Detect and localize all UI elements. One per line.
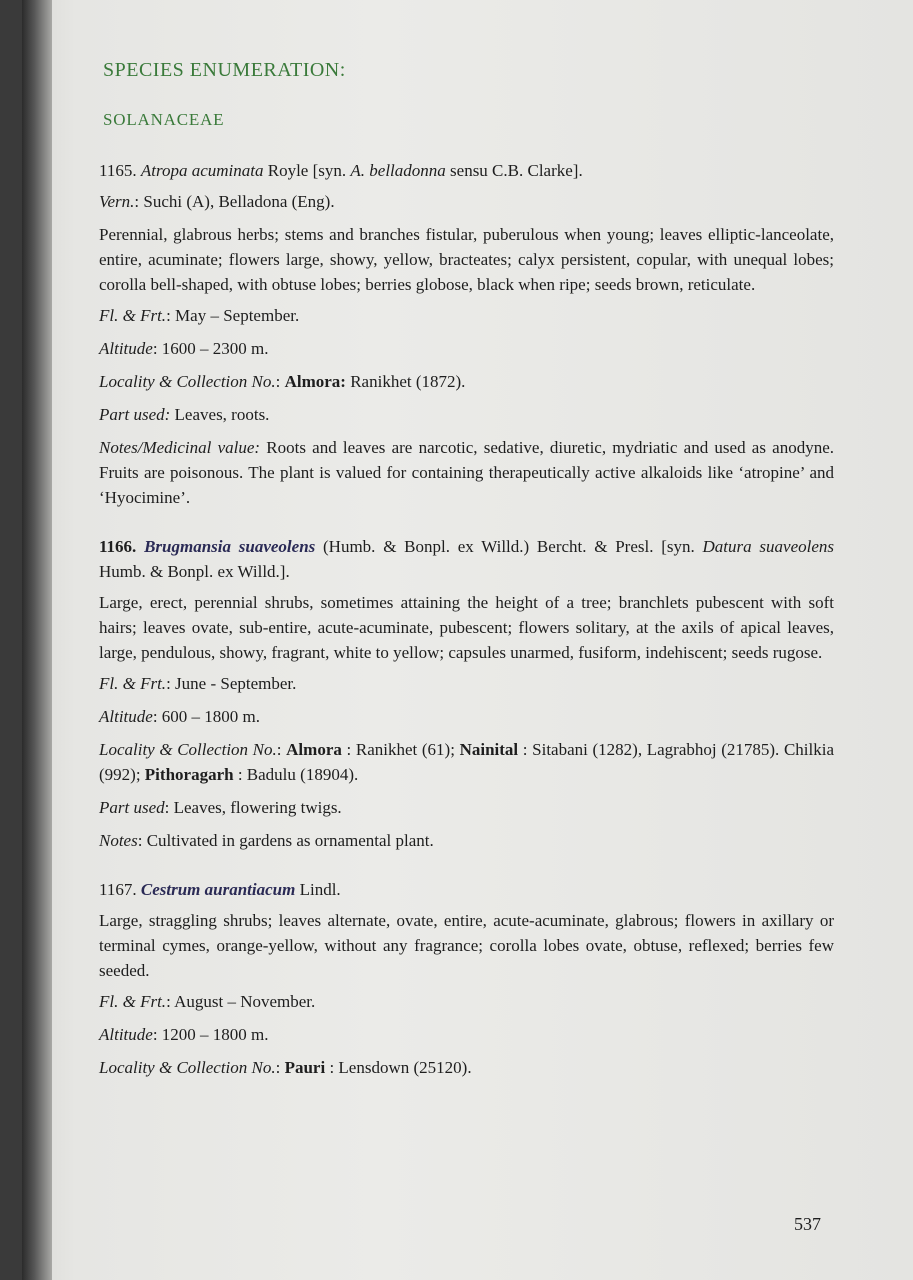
altitude-row (99, 1022, 834, 1047)
flowering-row (99, 303, 834, 328)
notes-text: : Cultivated in gardens as ornamental plant. (137, 831, 434, 850)
species-author: Royle [syn. (263, 161, 351, 180)
locality-part: : Badulu (18904). (233, 765, 359, 784)
entry-number: 1166. (99, 537, 137, 556)
part-used-row (99, 795, 834, 820)
description: Large, straggling shrubs; leaves alternate, ovate, entire, acute-acuminate, glabrous; flowers in axillary or terminal cymes, orange-yellow, without any fragrance; corolla lobes ovate, obtuse, reflexed; berries few seeded. (99, 911, 834, 980)
family-heading: SOLANACEAE (103, 110, 225, 129)
vernacular-label: Vern. (99, 192, 135, 211)
locality-label: Locality & Collection No. (99, 372, 276, 391)
locality-district: Almora (286, 740, 342, 759)
vernacular-row (99, 189, 834, 214)
altitude-row (99, 336, 834, 361)
species-entry-1166 (99, 534, 834, 853)
entry-number: 1165. (99, 161, 137, 180)
synonym-author: Humb. & Bonpl. ex Willd.]. (99, 562, 290, 581)
notes-row (99, 435, 834, 510)
species-author: Lindl. (295, 880, 341, 899)
species-author: (Humb. & Bonpl. ex Willd.) Bercht. & Presl. [syn. (315, 537, 703, 556)
flowering-text: : August – November. (166, 992, 316, 1011)
section-heading: SPECIES ENUMERATION: (103, 59, 346, 81)
part-used-label: Part used: (99, 405, 171, 424)
altitude-row (99, 704, 834, 729)
notes-row (99, 828, 834, 853)
notes-text: Roots and leaves are narcotic, sedative, diuretic, mydriatic and used as anodyne. Fruits are poisonous. The plant is valued for containing therapeutically active alkaloids like ‘atropine’ and ‘Hyocimine’. (99, 438, 835, 507)
species-entry-1167 (99, 877, 834, 1080)
part-used-text: : Leaves, flowering twigs. (164, 798, 342, 817)
altitude-label: Altitude (99, 707, 153, 726)
flowering-row (99, 989, 834, 1014)
synonym-author: sensu C.B. Clarke]. (445, 161, 583, 180)
locality-part: : (276, 740, 287, 759)
altitude-text: : 600 – 1800 m. (152, 707, 261, 726)
species-name: Brugmansia suaveolens (144, 537, 316, 556)
page-content (99, 58, 834, 1088)
flowering-label: Fl. & Frt. (99, 992, 167, 1011)
altitude-text: : 1600 – 2300 m. (152, 339, 269, 358)
locality-label: Locality & Collection No. (99, 1058, 276, 1077)
locality-part: : (275, 372, 285, 391)
notes-label: Notes (99, 831, 138, 850)
entry-number: 1167. (99, 880, 137, 899)
synonym-name: A. belladonna (350, 161, 446, 180)
locality-label: Locality & Collection No. (99, 740, 277, 759)
page-number: 537 (794, 1214, 821, 1234)
species-name: Cestrum aurantiacum (140, 880, 296, 899)
locality-district: Pithoragarh (144, 765, 234, 784)
description: Large, erect, perennial shrubs, sometimes attaining the height of a tree; branchlets pubescent with soft hairs; leaves ovate, sub-entire, acute-acuminate, pubescent; flowers solitary, at the axils of apical leaves, large, pendulous, showy, fragrant, white to yellow; capsules unarmed, fusiform, indehiscent; seeds rugose. (99, 593, 834, 662)
notes-label: Notes/Medicinal value: (99, 438, 261, 457)
species-entry-1165 (99, 158, 834, 510)
locality-row (99, 1055, 834, 1080)
description: Perennial, glabrous herbs; stems and branches fistular, puberulous when young; leaves elliptic-lanceolate, entire, acuminate; flowers large, showy, yellow, bracteates; calyx persistent, copular, with unequal lobes; corolla bell-shaped, with obtuse lobes; berries globose, black when ripe; seeds brown, reticulate. (99, 225, 834, 294)
flowering-row (99, 671, 834, 696)
locality-part: : (275, 1058, 285, 1077)
part-used-text: Leaves, roots. (170, 405, 270, 424)
locality-part: : Lensdown (25120). (325, 1058, 472, 1077)
flowering-label: Fl. & Frt. (99, 306, 167, 325)
species-name: Atropa acuminata (140, 161, 264, 180)
locality-district: Almora: (284, 372, 346, 391)
flowering-text: : June - September. (166, 674, 297, 693)
altitude-label: Altitude (99, 339, 153, 358)
book-spine-shadow (22, 0, 52, 1280)
entry-heading (99, 534, 834, 584)
flowering-label: Fl. & Frt. (99, 674, 167, 693)
locality-row (99, 369, 834, 394)
book-page (22, 0, 913, 1280)
synonym-name: Datura suaveolens (702, 537, 834, 556)
locality-part: : Sitabani (1282), Lagrabhoj (21785). Chilkia (992); (99, 740, 834, 784)
part-used-label: Part used (99, 798, 165, 817)
locality-part: Ranikhet (1872). (345, 372, 466, 391)
part-used-row (99, 402, 834, 427)
flowering-text: : May – September. (166, 306, 300, 325)
entry-heading (99, 158, 834, 183)
locality-district: Pauri (284, 1058, 326, 1077)
altitude-text: : 1200 – 1800 m. (152, 1025, 269, 1044)
vernacular-text: : Suchi (A), Belladona (Eng). (134, 192, 335, 211)
locality-part: : Ranikhet (61); (341, 740, 460, 759)
altitude-label: Altitude (99, 1025, 153, 1044)
locality-row (99, 737, 834, 787)
entry-heading (99, 877, 834, 902)
locality-district: Nainital (459, 740, 519, 759)
